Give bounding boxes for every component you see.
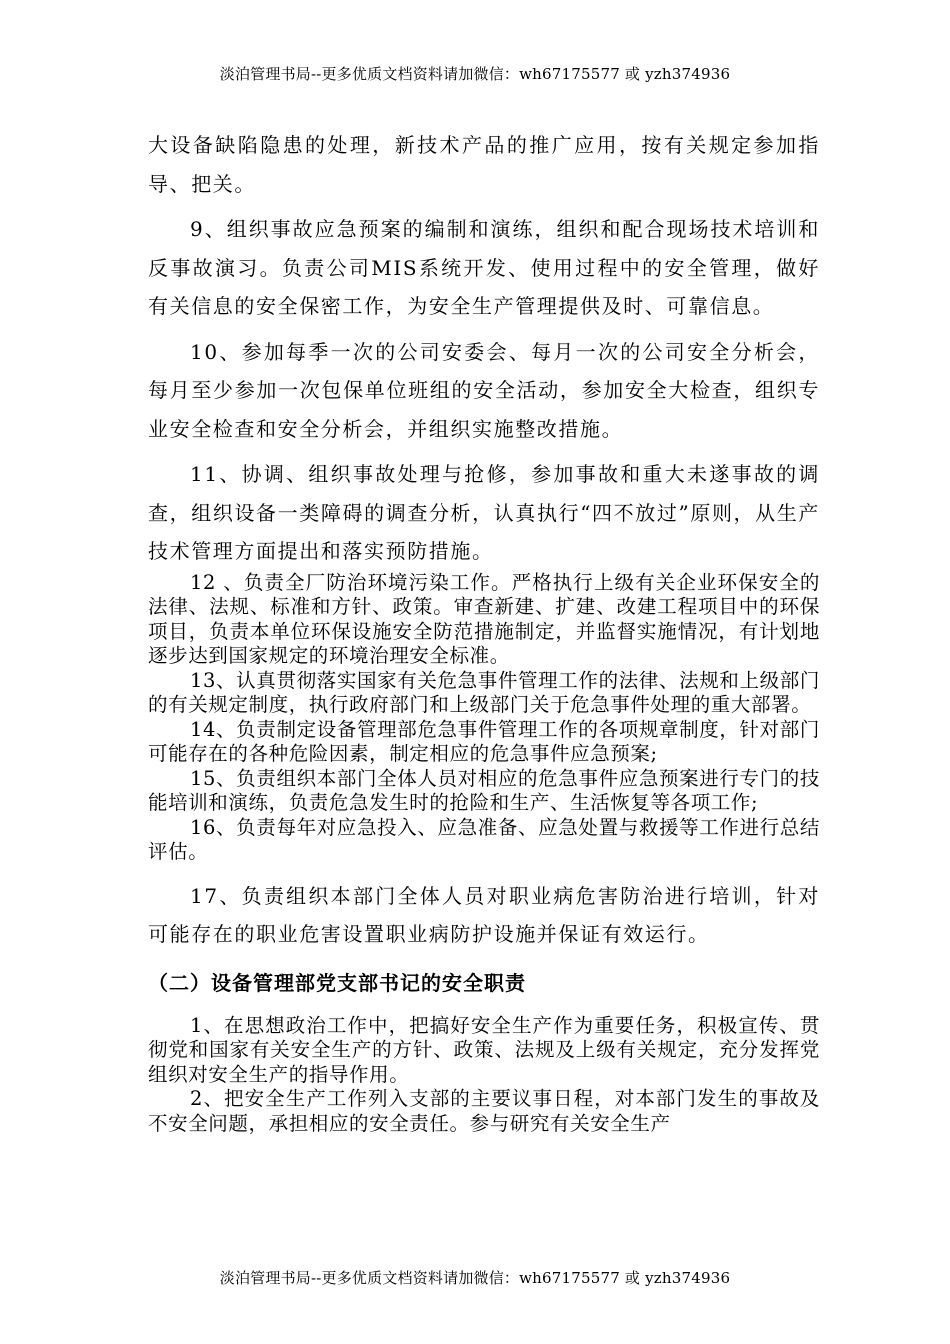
page-header: 淡泊管理书局--更多优质文档资料请加微信：wh67175577 或 yzh374936 xyxy=(219,65,731,83)
list-item-10: 10、参加每季一次的公司安委会、每月一次的公司安全分析会，每月至少参加一次包保单位班组的安全活动，参加安全大检查，组织专业安全检查和安全分析会，并组织实施整改措施。 xyxy=(148,339,820,441)
paragraph-continuation: 大设备缺陷隐患的处理，新技术产品的推广应用，按有关规定参加指导、把关。 xyxy=(148,133,820,196)
section2-item-2: 2、把安全生产工作列入支部的主要议事日程，对本部门发生的事故及不安全问题，承担相应的安全责任。参与研究有关安全生产 xyxy=(148,1087,820,1135)
page-footer: 淡泊管理书局--更多优质文档资料请加微信：wh67175577 或 yzh374936 xyxy=(219,1269,731,1287)
list-item-15: 15、负责组织本部门全体人员对相应的危急事件应急预案进行专门的技能培训和演练，负责危急发生时的抢险和生产、生活恢复等各项工作; xyxy=(148,766,820,814)
list-item-13: 13、认真贯彻落实国家有关危急事件管理工作的法律、法规和上级部门的有关规定制度，执行政府部门和上级部门关于危急事件处理的重大部署。 xyxy=(148,668,820,716)
section-heading: （二）设备管理部党支部书记的安全职责 xyxy=(148,970,526,995)
section2-item-1: 1、在思想政治工作中，把搞好安全生产作为重要任务，积极宣传、贯彻党和国家有关安全生产的方针、政策、法规及上级有关规定，充分发挥党组织对安全生产的指导作用。 xyxy=(148,1013,820,1086)
list-item-11: 11、协调、组织事故处理与抢修，参加事故和重大未遂事故的调查，组织设备一类障碍的调查分析，认真执行“四不放过”原则，从生产技术管理方面提出和落实预防措施。 xyxy=(148,462,820,563)
list-item-12: 12 、负责全厂防治环境污染工作。严格执行上级有关企业环保安全的法律、法规、标准和方针、政策。审查新建、扩建、改建工程项目中的环保项目，负责本单位环保设施安全防范措施制定，并监督实施情况，有计划地逐步达到国家规定的环境治理安全标准。 xyxy=(148,570,820,667)
list-item-16: 16、负责每年对应急投入、应急准备、应急处置与救援等工作进行总结评估。 xyxy=(148,815,820,863)
document-body xyxy=(148,126,820,1136)
list-item-17: 17、负责组织本部门全体人员对职业病危害防治进行培训，针对可能存在的职业危害设置职业病防护设施并保证有效运行。 xyxy=(148,883,820,946)
list-item-14: 14、负责制定设备管理部危急事件管理工作的各项规章制度，针对部门可能存在的各种危险因素，制定相应的危急事件应急预案; xyxy=(148,717,820,765)
list-item-9: 9、组织事故应急预案的编制和演练，组织和配合现场技术培训和反事故演习。负责公司MIS系统开发、使用过程中的安全管理，做好有关信息的安全保密工作，为安全生产管理提供及时、可靠信息。 xyxy=(148,217,820,318)
